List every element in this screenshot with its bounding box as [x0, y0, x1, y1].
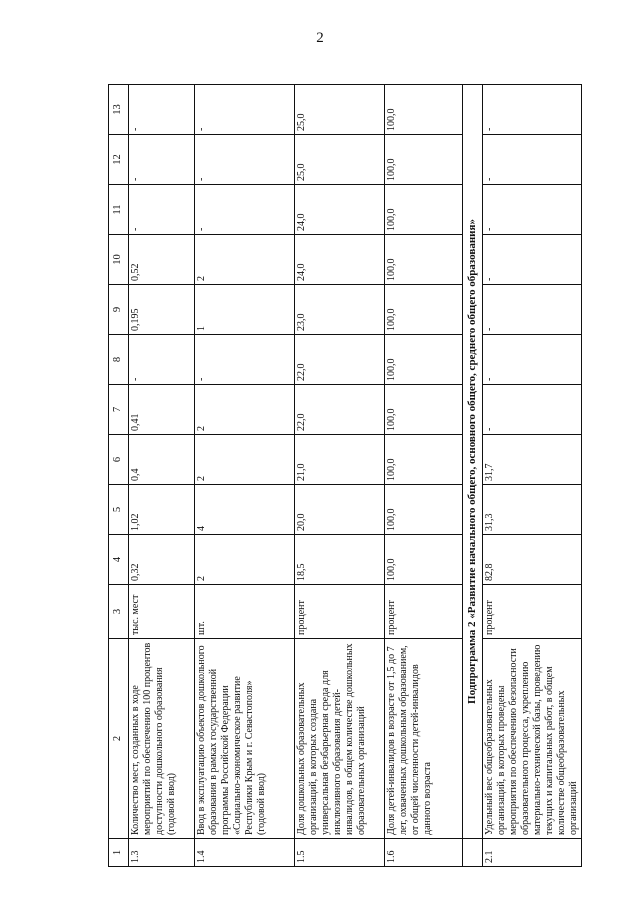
- col-header: 12: [109, 135, 129, 185]
- unit-cell: тыс. мест: [129, 585, 195, 639]
- value-cell: 0,32: [129, 535, 195, 585]
- value-cell: 100,0: [385, 135, 463, 185]
- value-cell: -: [483, 185, 582, 235]
- value-cell: -: [483, 335, 582, 385]
- value-cell: -: [483, 385, 582, 435]
- col-header: 3: [109, 585, 129, 639]
- value-cell: -: [483, 85, 582, 135]
- row-number: 1.5: [295, 839, 385, 867]
- col-header: 2: [109, 639, 129, 839]
- value-cell: 2: [195, 535, 295, 585]
- value-cell: 100,0: [385, 285, 463, 335]
- value-cell: -: [195, 85, 295, 135]
- table-row: [385, 85, 463, 867]
- col-header: 4: [109, 535, 129, 585]
- indicator-description: Удельный вес общеобразовательных организаций, в которых проведены мероприятия по обеспечению безопасности образовательного процесса, укреплению материально-технической базы, проведению текущих и капитальных работ, в общем количестве общеобразовательных организаций: [483, 639, 582, 839]
- value-cell: 23,0: [295, 285, 385, 335]
- value-cell: 25,0: [295, 85, 385, 135]
- table-row: [195, 85, 295, 867]
- col-header: 13: [109, 85, 129, 135]
- value-cell: -: [483, 135, 582, 185]
- row-number: 1.6: [385, 839, 463, 867]
- col-header: 9: [109, 285, 129, 335]
- col-header: 1: [109, 839, 129, 867]
- value-cell: 2: [195, 385, 295, 435]
- value-cell: 22,0: [295, 385, 385, 435]
- indicator-description: Количество мест, созданных в ходе мероприятий по обеспечению 100 процентов доступности дошкольного образования (годовой ввод): [129, 639, 195, 839]
- value-cell: -: [195, 135, 295, 185]
- subprogram-row: [463, 85, 483, 867]
- unit-cell: процент: [483, 585, 582, 639]
- value-cell: 100,0: [385, 235, 463, 285]
- unit-cell: процент: [385, 585, 463, 639]
- unit-cell: процент: [295, 585, 385, 639]
- col-header: 7: [109, 385, 129, 435]
- value-cell: 100,0: [385, 485, 463, 535]
- indicator-description: Доля дошкольных образовательных организаций, в которых создана универсальная безбарьерная среда для инклюзивного образования детей-инвалидов, в общем количестве дошкольных образовательных организаций: [295, 639, 385, 839]
- value-cell: 0,41: [129, 385, 195, 435]
- value-cell: -: [129, 135, 195, 185]
- table-row: [483, 85, 582, 867]
- value-cell: 31,7: [483, 435, 582, 485]
- value-cell: 2: [195, 435, 295, 485]
- value-cell: 100,0: [385, 385, 463, 435]
- value-cell: -: [195, 335, 295, 385]
- subprogram-number-cell: [463, 839, 483, 867]
- indicators-table: [108, 84, 582, 867]
- value-cell: 100,0: [385, 335, 463, 385]
- col-header: 11: [109, 185, 129, 235]
- value-cell: 0,52: [129, 235, 195, 285]
- row-number: 2.1: [483, 839, 582, 867]
- subprogram-title: Подпрограмма 2 «Развитие начального общего, основного общего, среднего общего образования»: [463, 85, 483, 839]
- value-cell: 1,02: [129, 485, 195, 535]
- table-row: [129, 85, 195, 867]
- table-viewport: [108, 85, 579, 867]
- value-cell: 18,5: [295, 535, 385, 585]
- value-cell: -: [483, 235, 582, 285]
- header-row: [109, 85, 129, 867]
- value-cell: -: [483, 285, 582, 335]
- indicator-description: Доля детей-инвалидов в возрасте от 1,5 до 7 лет, охваченных дошкольным образованием, от общей численности детей-инвалидов данного возраста: [385, 639, 463, 839]
- value-cell: 0,195: [129, 285, 195, 335]
- value-cell: 4: [195, 485, 295, 535]
- rotated-table-container: [108, 85, 579, 867]
- unit-cell: шт.: [195, 585, 295, 639]
- indicator-description: Ввод в эксплуатацию объектов дошкольного образования в рамках государственной программы Российской Федерации «Социально-экономическое развитие Республики Крым и г. Севастополя» (годовой ввод): [195, 639, 295, 839]
- value-cell: 22,0: [295, 335, 385, 385]
- col-header: 5: [109, 485, 129, 535]
- page-number: 2: [316, 30, 324, 46]
- value-cell: 100,0: [385, 185, 463, 235]
- value-cell: 0,4: [129, 435, 195, 485]
- value-cell: 31,3: [483, 485, 582, 535]
- col-header: 10: [109, 235, 129, 285]
- value-cell: 20,0: [295, 485, 385, 535]
- value-cell: 24,0: [295, 185, 385, 235]
- row-number: 1.3: [129, 839, 195, 867]
- col-header: 8: [109, 335, 129, 385]
- row-number: 1.4: [195, 839, 295, 867]
- value-cell: 1: [195, 285, 295, 335]
- value-cell: 82,8: [483, 535, 582, 585]
- value-cell: 2: [195, 235, 295, 285]
- value-cell: -: [129, 335, 195, 385]
- value-cell: 24,0: [295, 235, 385, 285]
- table-row: [295, 85, 385, 867]
- value-cell: 21,0: [295, 435, 385, 485]
- value-cell: 100,0: [385, 85, 463, 135]
- col-header: 6: [109, 435, 129, 485]
- value-cell: 25,0: [295, 135, 385, 185]
- value-cell: -: [129, 85, 195, 135]
- value-cell: -: [129, 185, 195, 235]
- value-cell: -: [195, 185, 295, 235]
- value-cell: 100,0: [385, 535, 463, 585]
- value-cell: 100,0: [385, 435, 463, 485]
